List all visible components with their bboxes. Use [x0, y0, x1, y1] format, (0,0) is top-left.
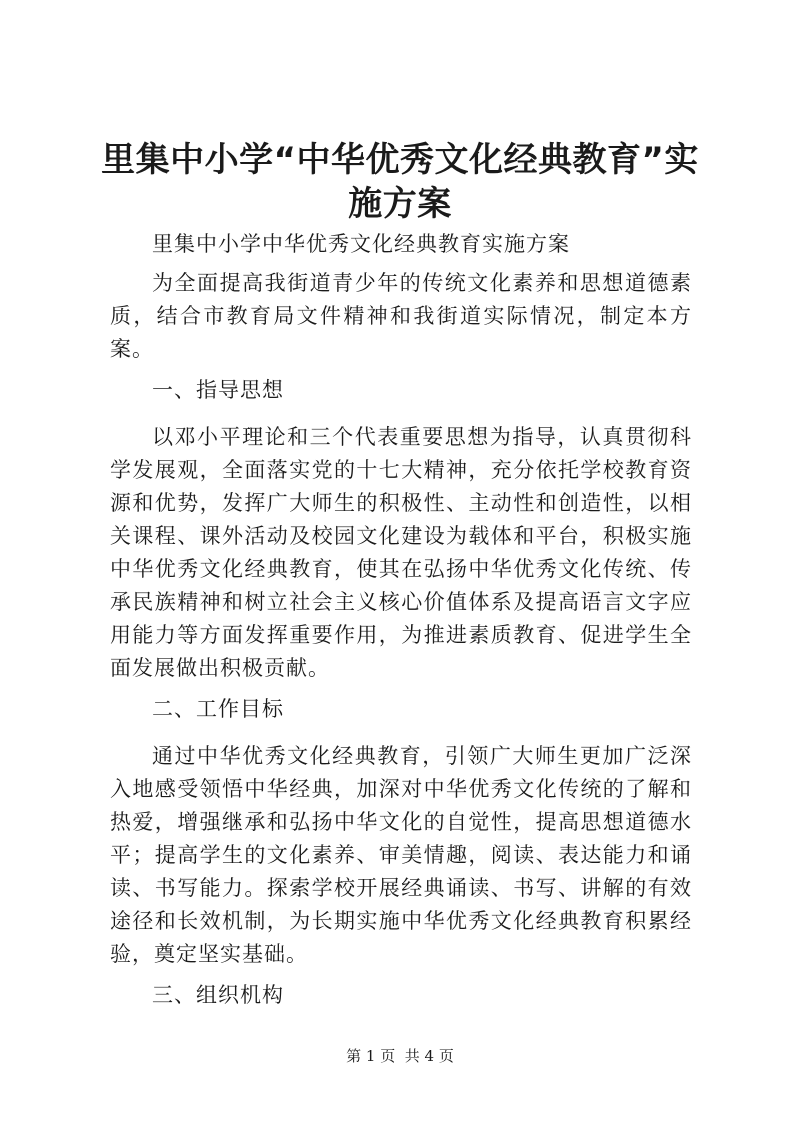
document-title: 里集中小学“中华优秀文化经典教育”实施方案: [101, 140, 699, 224]
page-footer: [0, 1046, 800, 1066]
subtitle-paragraph: 里集中小学中华优秀文化经典教育实施方案: [152, 232, 570, 256]
guiding-thought-paragraph: 以邓小平理论和三个代表重要思想为指导，认真贯彻科学发展观，全面落实党的十七大精神，充分依托学校教育资源和优势，发挥广大师生的积极性、主动性和创造性，以相关课程、课外活动及校园文化建设为载体和平台，积极实施中华优秀文化经典教育，使其在弘扬中华优秀文化传统、传承民族精神和树立社会主义核心价值体系及提高语言文字应用能力等方面发挥重要作用，为推进素质教育、促进学生全面发展做出积极贡献。: [110, 425, 692, 680]
work-goals-paragraph: 通过中华优秀文化经典教育，引领广大师生更加广泛深入地感受领悟中华经典，加深对中华优秀文化传统的了解和热爱，增强继承和弘扬中华文化的自觉性，提高思想道德水平；提高学生的文化素养、审美情趣，阅读、表达能力和诵读、书写能力。探索学校开展经典诵读、书写、讲解的有效途径和长效机制，为长期实施中华优秀文化经典教育积累经验，奠定坚实基础。: [110, 744, 692, 966]
section-heading-organization: 三、组织机构: [152, 983, 284, 1007]
section-heading-work-goals: 二、工作目标: [152, 697, 284, 721]
document-body: [110, 228, 692, 1026]
section-heading-guiding-thought: 一、指导思想: [152, 378, 284, 402]
intro-paragraph: 为全面提高我街道青少年的传统文化素养和思想道德素质，结合市教育局文件精神和我街道实际情况，制定本方案。: [110, 271, 692, 361]
page-number-label: 第 1 页 共 4 页: [346, 1047, 454, 1065]
